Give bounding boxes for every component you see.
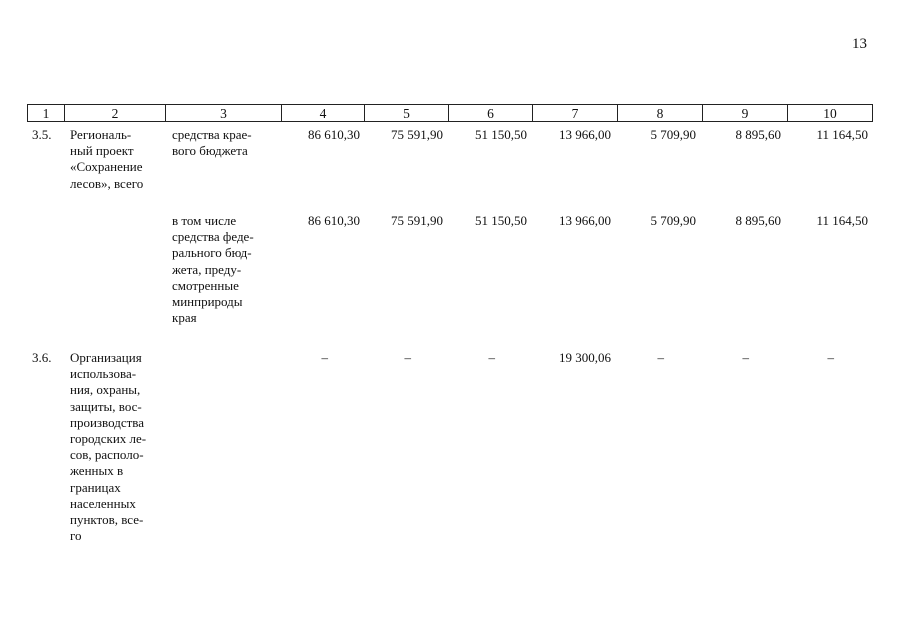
row-name-line: ный проект: [70, 143, 134, 159]
row-name-line: Организация: [70, 350, 142, 365]
row-name-line: женных в: [70, 463, 124, 479]
row-name-line: использова-: [70, 366, 137, 382]
row-source-line: средства феде-: [172, 229, 254, 245]
header-cell-10: 10: [787, 105, 873, 121]
row-name-line: пунктов, все-: [70, 512, 144, 528]
header-cell-4: 4: [281, 105, 364, 121]
row-name-line: го: [70, 528, 82, 544]
row-name-line: «Сохранение: [70, 159, 143, 175]
page-number: 13: [852, 36, 867, 52]
header-cell-6: 6: [448, 105, 532, 121]
header-cell-3: 3: [165, 105, 281, 121]
cell-col-4: 86 610,30: [308, 127, 360, 142]
row-name: [70, 350, 162, 544]
row-name-line: границах: [70, 479, 121, 495]
cell-col-4: 86 610,30: [308, 213, 360, 228]
cell-col-6: 51 150,50: [475, 213, 527, 228]
header-cell-7: 7: [532, 105, 617, 121]
cell-col-7: 13 966,00: [559, 213, 611, 228]
row-code: 3.6.: [32, 350, 52, 365]
row-source-line: средства крае-: [172, 127, 252, 142]
row-name-line: Региональ-: [70, 127, 132, 142]
row-name-line: защиты, вос-: [70, 398, 142, 414]
row-source-line: рального бюд-: [172, 245, 252, 261]
cell-col-5: 75 591,90: [391, 213, 443, 228]
row-source: [172, 127, 270, 159]
row-name-line: городских ле-: [70, 431, 147, 447]
cell-col-8: –: [657, 350, 664, 365]
header-cell-5: 5: [364, 105, 448, 121]
row-code: 3.5.: [32, 127, 52, 142]
row-source-line: смотренные: [172, 277, 239, 293]
cell-col-9: 8 895,60: [735, 127, 781, 142]
cell-col-6: –: [488, 350, 495, 365]
header-cell-8: 8: [617, 105, 702, 121]
row-source-line: минприроды: [172, 294, 243, 310]
header-cell-1: 1: [27, 105, 64, 121]
cell-col-7: 19 300,06: [559, 350, 611, 365]
cell-col-5: 75 591,90: [391, 127, 443, 142]
row-name: [70, 127, 160, 192]
row-name-line: ния, охраны,: [70, 382, 141, 398]
header-cell-2: 2: [64, 105, 165, 121]
row-source: [172, 213, 274, 326]
row-name-line: лесов», всего: [70, 175, 144, 191]
cell-col-10: 11 164,50: [816, 213, 868, 228]
row-name-line: производства: [70, 414, 145, 430]
cell-col-10: 11 164,50: [816, 127, 868, 142]
cell-col-9: 8 895,60: [735, 213, 781, 228]
row-name-line: сов, располо-: [70, 447, 144, 463]
cell-col-6: 51 150,50: [475, 127, 527, 142]
row-source-line: края: [172, 310, 197, 326]
cell-col-8: 5 709,90: [650, 213, 696, 228]
row-name-line: населенных: [70, 495, 136, 511]
cell-col-7: 13 966,00: [559, 127, 611, 142]
table-header-row: [27, 104, 873, 122]
row-source-line: в том числе: [172, 213, 237, 228]
cell-col-9: –: [742, 350, 749, 365]
row-source-line: жета, преду-: [172, 261, 242, 277]
cell-col-8: 5 709,90: [650, 127, 696, 142]
header-cell-9: 9: [702, 105, 787, 121]
row-source-line: вого бюджета: [172, 143, 248, 159]
cell-col-5: –: [404, 350, 411, 365]
cell-col-4: –: [321, 350, 328, 365]
cell-col-10: –: [827, 350, 834, 365]
